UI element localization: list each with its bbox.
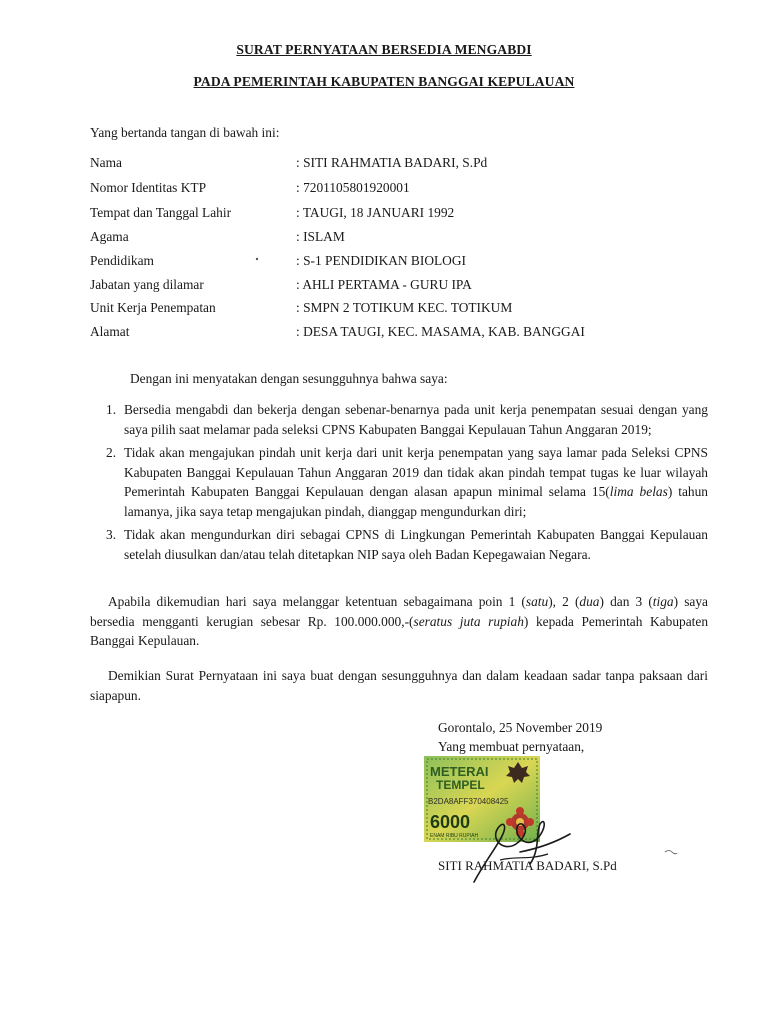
penalty-paragraph xyxy=(90,592,708,651)
letter-subtitle: PADA PEMERINTAH KABUPATEN BANGGAI KEPULAUAN xyxy=(193,74,575,89)
field-label: Tempat dan Tanggal Lahir xyxy=(90,205,232,220)
handwritten-signature xyxy=(460,790,580,890)
field-label: Alamat xyxy=(90,324,130,339)
closing-paragraph: Demikian Surat Pernyataan ini saya buat dengan sesungguhnya dan dalam keadaan sadar tanpa paksaan dari siapapun. xyxy=(90,668,708,703)
field-label: Nomor Identitas KTP xyxy=(90,180,207,195)
field-value: : AHLI PERTAMA - GURU IPA xyxy=(296,277,472,292)
para-text: ) dan 3 ( xyxy=(599,594,653,609)
item-text: Bersedia mengabdi dan bekerja dengan sebenar-benarnya pada unit kerja penempatan sesuai dengan yang saya pilih saat melamar pada seleksi CPNS Kabupaten Banggai Kepulauan Tahun Anggaran 2019; xyxy=(124,402,708,437)
item-number: 2. xyxy=(106,445,117,460)
field-label: Pendidikam xyxy=(90,253,154,268)
item-italic: lima belas xyxy=(609,484,668,499)
field-label: Jabatan yang dilamar xyxy=(90,277,204,292)
field-value: : SMPN 2 TOTIKUM KEC. TOTIKUM xyxy=(296,300,513,315)
item-number: 3. xyxy=(106,527,117,542)
para-text: Apabila dikemudian hari saya melanggar ketentuan sebagaimana poin 1 ( xyxy=(108,594,526,609)
field-label: Agama xyxy=(90,229,129,244)
item-text: Tidak akan mengajukan pindah unit kerja dari unit kerja penempatan yang saya lamar pada Seleksi CPNS Kabupaten Banggai Kepulauan Tahun Anggaran 2019 dan tidak akan pindah tempat tugas ke luar wilayah Pemerintah Kabupaten Banggai Kepulauan dengan alasan apapun minimal selama 15( xyxy=(124,445,708,499)
field-value: : 7201105801920001 xyxy=(296,180,410,195)
declaration-intro: Dengan ini menyatakan dengan sesungguhnya bahwa saya: xyxy=(130,371,448,386)
item-number: 1. xyxy=(106,402,117,417)
list-item xyxy=(92,400,708,439)
para-text: ), 2 ( xyxy=(548,594,580,609)
signer-name: SITI RAHMATIA BADARI, S.Pd xyxy=(438,858,617,873)
item-text: Tidak akan mengundurkan diri sebagai CPNS di Lingkungan Pemerintah Kabupaten Banggai Kepulauan setelah diusulkan dan/atau telah ditetapkan NIP saya oleh Badan Kepegawaian Negara. xyxy=(124,527,708,562)
field-label: Unit Kerja Penempatan xyxy=(90,300,216,315)
field-label: Nama xyxy=(90,155,122,170)
stamp-amount-words: ENAM RIBU RUPIAH xyxy=(430,833,479,839)
para-italic: satu xyxy=(525,594,549,609)
list-item xyxy=(92,525,708,564)
para-text: ) saya bersedia mengganti kerugian sebesar Rp. 100.000.000,-( xyxy=(90,594,708,629)
field-value: : TAUGI, 18 JANUARI 1992 xyxy=(296,205,455,220)
letter-title: SURAT PERNYATAAN BERSEDIA MENGABDI xyxy=(236,42,532,57)
para-italic: seratus juta rupiah xyxy=(413,613,524,629)
para-text: ) kepada Pemerintah Kabupaten Banggai Kepulauan. xyxy=(90,613,709,648)
field-value: : SITI RAHMATIA BADARI, S.Pd xyxy=(296,155,488,170)
place-date: Gorontalo, 25 November 2019 xyxy=(438,720,603,735)
field-value: : ISLAM xyxy=(296,229,345,244)
field-value: : DESA TAUGI, KEC. MASAMA, KAB. BANGGAI xyxy=(296,324,585,339)
stamp-heading2: TEMPEL xyxy=(436,778,485,792)
ink-dot xyxy=(255,257,259,261)
para-italic: tiga xyxy=(652,594,674,609)
declaration-list xyxy=(92,400,708,568)
list-item xyxy=(92,443,708,521)
item-text-cont: ) tahun lamanya, jika saya tetap mengajukan pindah, dianggap mengundurkan diri; xyxy=(124,484,709,519)
stamp-amount: 6000 xyxy=(430,812,471,832)
intro-text: Yang bertanda tangan di bawah ini: xyxy=(90,125,280,140)
maker-label: Yang membuat pernyataan, xyxy=(438,739,585,754)
field-value: : S-1 PENDIDIKAN BIOLOGI xyxy=(296,253,466,268)
ink-mark xyxy=(664,848,678,856)
para-italic: dua xyxy=(579,594,600,609)
stamp-heading1: METERAI xyxy=(430,764,489,779)
stamp-serial: B2DA8AFF370408425 xyxy=(428,797,509,806)
